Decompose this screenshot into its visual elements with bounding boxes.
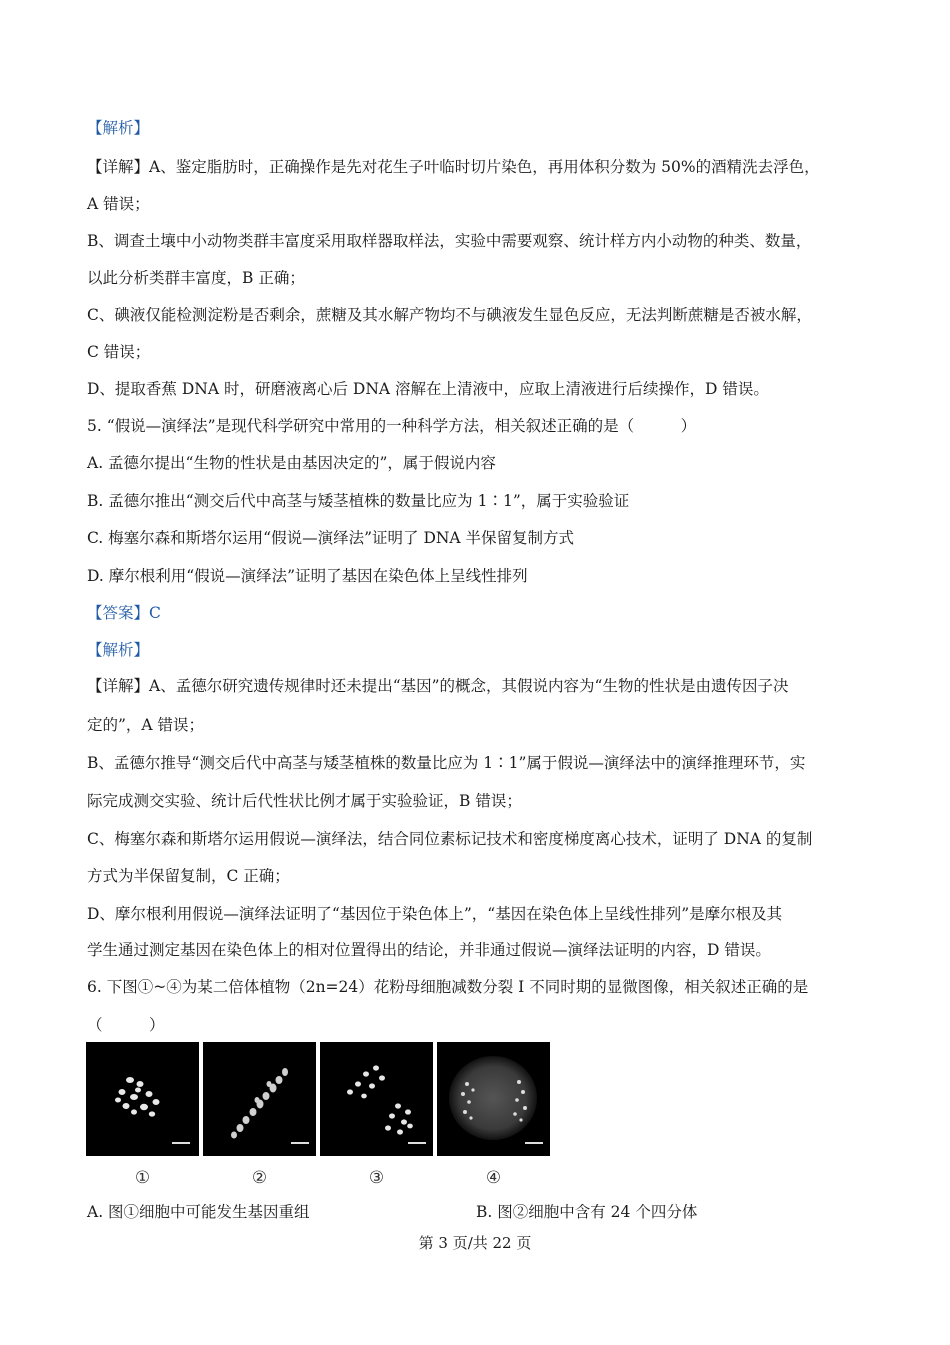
figure-label-4: ④ [485,1168,502,1188]
text-line: 5. “假说—演绎法”是现代科学研究中常用的一种科学方法，相关叙述正确的是（ ） [87,417,697,435]
figure-label-2: ② [251,1168,268,1188]
option-q6-a: A. 图①细胞中可能发生基因重组 [87,1203,310,1221]
option-q6-b: B. 图②细胞中含有 24 个四分体 [476,1203,698,1221]
text-line: 际完成测交实验、统计后代性状比例才属于实验验证，B 错误； [87,792,522,810]
text-line: B、孟德尔推导“测交后代中高茎与矮茎植株的数量比应为 1∶1”属于假说—演绎法中的演绎推理环节，实 [87,754,806,772]
section-tag: 【解析】 [87,119,150,137]
text-line: D. 摩尔根利用“假说—演绎法”证明了基因在染色体上呈线性排列 [87,567,528,585]
figure-label-3: ③ [368,1168,385,1188]
text-line: C、碘液仅能检测淀粉是否剩余，蔗糖及其水解产物均不与碘液发生显色反应，无法判断蔗糖是否被水解， [87,306,812,324]
section-tag: 【答案】C [87,604,161,622]
text-line: 6. 下图①~④为某二倍体植物（2n=24）花粉母细胞减数分裂 I 不同时期的显微图像，相关叙述正确的是 [87,978,809,996]
text-line: 方式为半保留复制，C 正确； [87,867,290,885]
text-line: A. 孟德尔提出“生物的性状是由基因决定的”，属于假说内容 [87,454,496,472]
text-line: D、提取香蕉 DNA 时，研磨液离心后 DNA 溶解在上清液中，应取上清液进行后续操作，D 错误。 [87,380,769,398]
text-line: A 错误； [87,195,150,213]
figure-label-1: ① [134,1168,151,1188]
text-line: C、梅塞尔森和斯塔尔运用假说—演绎法，结合同位素标记技术和密度梯度离心技术，证明了 DNA 的复制 [87,830,813,848]
page-footer: 第 3 页/共 22 页 [418,1234,532,1252]
text-line: （ ） [87,1016,165,1034]
text-line: B. 孟德尔推出“测交后代中高茎与矮茎植株的数量比应为 1∶1”，属于实验验证 [87,492,630,510]
text-line: B、调查土壤中小动物类群丰富度采用取样器取样法，实验中需要观察、统计样方内小动物的种类、数量， [87,232,812,250]
text-line: 以此分析类群丰富度，B 正确； [87,269,305,287]
micrograph-4 [437,1042,550,1156]
text-line: C. 梅塞尔森和斯塔尔运用“假说—演绎法”证明了 DNA 半保留复制方式 [87,529,575,547]
micrograph-panel [86,1042,552,1156]
micrograph-3 [320,1042,433,1156]
text-line: 【详解】A、孟德尔研究遗传规律时还未提出“基因”的概念，其假说内容为“生物的性状是由遗传因子决 [87,677,789,695]
text-line: 【详解】A、鉴定脂肪时，正确操作是先对花生子叶临时切片染色，再用体积分数为 50%的酒精洗去浮色， [87,158,820,176]
micrograph-1 [86,1042,199,1156]
text-line: D、摩尔根利用假说—演绎法证明了“基因位于染色体上”，“基因在染色体上呈线性排列”是摩尔根及其 [87,905,783,923]
text-line: 学生通过测定基因在染色体上的相对位置得出的结论，并非通过假说—演绎法证明的内容，D 错误。 [87,941,771,959]
text-line: 定的”，A 错误； [87,716,205,734]
section-tag: 【解析】 [87,641,150,659]
micrograph-2 [203,1042,316,1156]
text-line: C 错误； [87,343,151,361]
